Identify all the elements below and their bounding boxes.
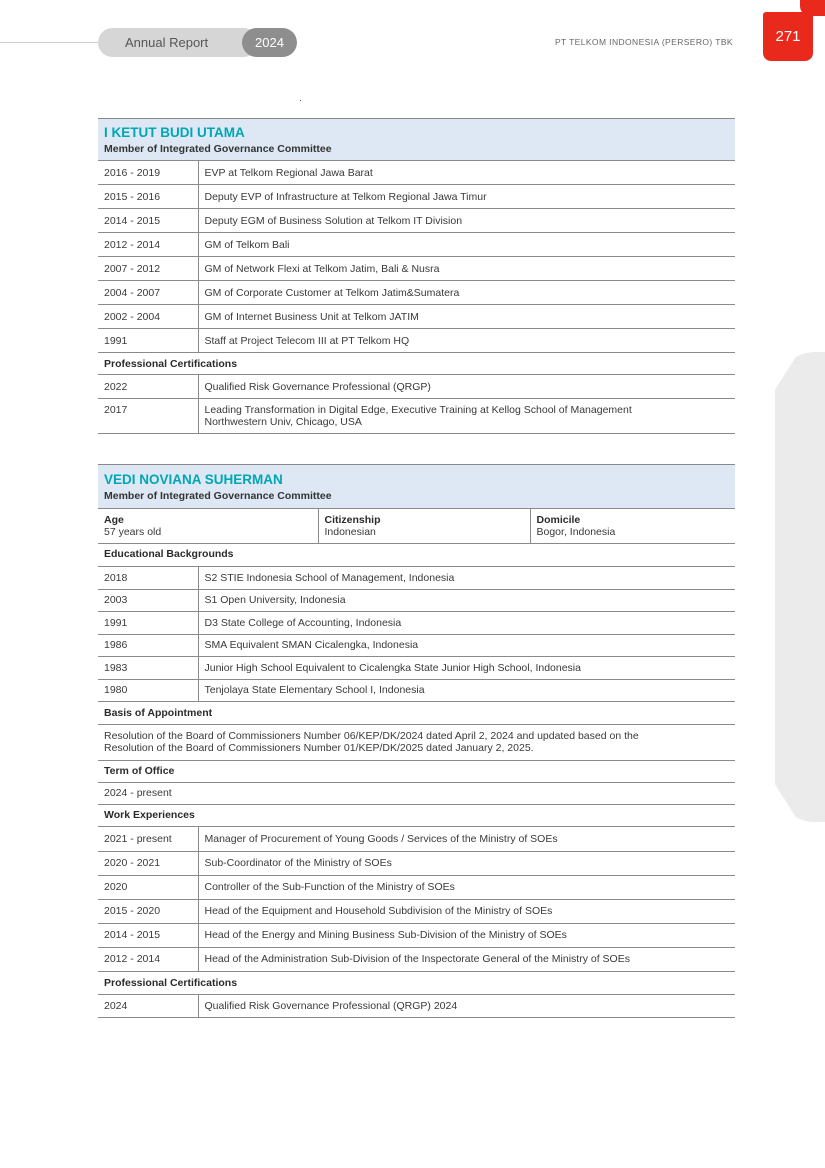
period-cell: 2002 - 2004	[98, 305, 198, 329]
table-row	[98, 589, 735, 611]
desc-cell: Controller of the Sub-Function of the Ministry of SOEs	[198, 875, 735, 899]
period-cell: 2016 - 2019	[98, 161, 198, 185]
section-title: Term of Office	[98, 760, 735, 782]
citizenship-label: Citizenship	[324, 514, 381, 526]
period-cell: 2004 - 2007	[98, 281, 198, 305]
age-value: 57 years old	[104, 526, 162, 538]
section-title: Professional Certifications	[98, 971, 735, 994]
section-title: Educational Backgrounds	[98, 543, 735, 566]
year-cell: 1991	[98, 611, 198, 634]
table-row	[98, 679, 735, 701]
term-cell: 2024 - present	[98, 782, 735, 804]
term-row	[98, 782, 735, 804]
section-title: Professional Certifications	[98, 353, 735, 375]
table-row	[98, 161, 735, 185]
basis-line: Resolution of the Board of Commissioners Number 01/KEP/DK/2025 dated January 2, 2025.	[104, 742, 534, 754]
table-row	[98, 399, 735, 434]
year-cell: 2024	[98, 994, 198, 1017]
domicile-cell	[530, 509, 735, 544]
table-row	[98, 899, 735, 923]
section-title: Basis of Appointment	[98, 701, 735, 724]
section-row	[98, 543, 735, 566]
table-row	[98, 826, 735, 851]
table-row	[98, 875, 735, 899]
profile-role: Member of Integrated Governance Committee	[104, 490, 332, 502]
page-number: 271	[763, 12, 813, 61]
desc-line: Northwestern Univ, Chicago, USA	[204, 416, 362, 428]
profile-name: I KETUT BUDI UTAMA	[104, 125, 245, 140]
period-cell: 2014 - 2015	[98, 923, 198, 947]
year-cell: 2018	[98, 566, 198, 589]
table-row	[98, 634, 735, 656]
period-cell: 2012 - 2014	[98, 947, 198, 971]
company-name: PT TELKOM INDONESIA (PERSERO) TBK	[554, 37, 733, 47]
year-cell: 1980	[98, 679, 198, 701]
personal-info-row	[98, 509, 735, 544]
period-cell: 2014 - 2015	[98, 209, 198, 233]
report-label: Annual Report	[98, 28, 258, 57]
table-row	[98, 209, 735, 233]
domicile-value: Bogor, Indonesia	[536, 526, 616, 538]
period-cell: 2021 - present	[98, 826, 198, 851]
desc-line: Leading Transformation in Digital Edge, Executive Training at Kellog School of Management	[204, 404, 632, 416]
desc-cell	[198, 399, 735, 434]
table-row	[98, 611, 735, 634]
table-row	[98, 281, 735, 305]
section-row	[98, 353, 735, 375]
table-row	[98, 329, 735, 353]
year-cell: 2017	[98, 399, 198, 434]
year-cell: 2003	[98, 589, 198, 611]
desc-cell: GM of Corporate Customer at Telkom Jatim&Sumatera	[198, 281, 735, 305]
table-row	[98, 947, 735, 971]
desc-cell: Staff at Project Telecom III at PT Telkom HQ	[198, 329, 735, 353]
basis-row	[98, 724, 735, 760]
basis-cell	[98, 724, 735, 760]
profile-table-2	[98, 464, 735, 544]
profile-name: VEDI NOVIANA SUHERMAN	[104, 472, 283, 487]
year-cell: 1986	[98, 634, 198, 656]
profile-table-2-details	[98, 543, 735, 1018]
age-label: Age	[104, 514, 124, 526]
desc-cell: EVP at Telkom Regional Jawa Barat	[198, 161, 735, 185]
section-row	[98, 701, 735, 724]
period-cell: 2015 - 2016	[98, 185, 198, 209]
desc-cell: Head of the Energy and Mining Business Sub-Division of the Ministry of SOEs	[198, 923, 735, 947]
desc-cell: Head of the Equipment and Household Subdivision of the Ministry of SOEs	[198, 899, 735, 923]
period-cell: 2012 - 2014	[98, 233, 198, 257]
desc-cell: S2 STIE Indonesia School of Management, Indonesia	[198, 566, 735, 589]
year-cell: 1983	[98, 656, 198, 679]
table-row	[98, 257, 735, 281]
section-row	[98, 971, 735, 994]
table-row	[98, 305, 735, 329]
profile-role: Member of Integrated Governance Committee	[104, 143, 332, 155]
period-cell: 2007 - 2012	[98, 257, 198, 281]
desc-cell: Head of the Administration Sub-Division of the Inspectorate General of the Ministry of SOEs	[198, 947, 735, 971]
profile-header	[98, 465, 735, 509]
desc-cell: D3 State College of Accounting, Indonesia	[198, 611, 735, 634]
section-title: Work Experiences	[98, 804, 735, 826]
period-cell: 2020	[98, 875, 198, 899]
table-row	[98, 233, 735, 257]
desc-cell: Qualified Risk Governance Professional (QRGP) 2024	[198, 994, 735, 1017]
table-row	[98, 851, 735, 875]
desc-cell: SMA Equivalent SMAN Cicalengka, Indonesia	[198, 634, 735, 656]
period-cell: 2015 - 2020	[98, 899, 198, 923]
stray-dot	[300, 100, 301, 101]
citizenship-value: Indonesian	[324, 526, 376, 538]
report-year: 2024	[242, 28, 297, 57]
table-row	[98, 566, 735, 589]
profile-table-1	[98, 118, 735, 434]
table-row	[98, 375, 735, 399]
desc-cell: Tenjolaya State Elementary School I, Indonesia	[198, 679, 735, 701]
desc-cell: Sub-Coordinator of the Ministry of SOEs	[198, 851, 735, 875]
desc-cell: GM of Internet Business Unit at Telkom JATIM	[198, 305, 735, 329]
citizenship-cell	[318, 509, 530, 544]
desc-cell: Deputy EVP of Infrastructure at Telkom Regional Jawa Timur	[198, 185, 735, 209]
desc-cell: Qualified Risk Governance Professional (QRGP)	[198, 375, 735, 399]
age-cell	[98, 509, 318, 544]
desc-cell: S1 Open University, Indonesia	[198, 589, 735, 611]
period-cell: 1991	[98, 329, 198, 353]
table-row	[98, 994, 735, 1017]
desc-cell: Deputy EGM of Business Solution at Telkom IT Division	[198, 209, 735, 233]
period-cell: 2020 - 2021	[98, 851, 198, 875]
side-decoration	[775, 352, 825, 822]
desc-cell: Junior High School Equivalent to Cicalengka State Junior High School, Indonesia	[198, 656, 735, 679]
basis-line: Resolution of the Board of Commissioners Number 06/KEP/DK/2024 dated April 2, 2024 and updated based on the	[104, 730, 639, 742]
domicile-label: Domicile	[536, 514, 581, 526]
desc-cell: GM of Network Flexi at Telkom Jatim, Bali & Nusra	[198, 257, 735, 281]
table-row	[98, 185, 735, 209]
profile-header	[98, 119, 735, 161]
year-cell: 2022	[98, 375, 198, 399]
desc-cell: GM of Telkom Bali	[198, 233, 735, 257]
section-row	[98, 760, 735, 782]
table-row	[98, 656, 735, 679]
table-row	[98, 923, 735, 947]
section-row	[98, 804, 735, 826]
desc-cell: Manager of Procurement of Young Goods / Services of the Ministry of SOEs	[198, 826, 735, 851]
